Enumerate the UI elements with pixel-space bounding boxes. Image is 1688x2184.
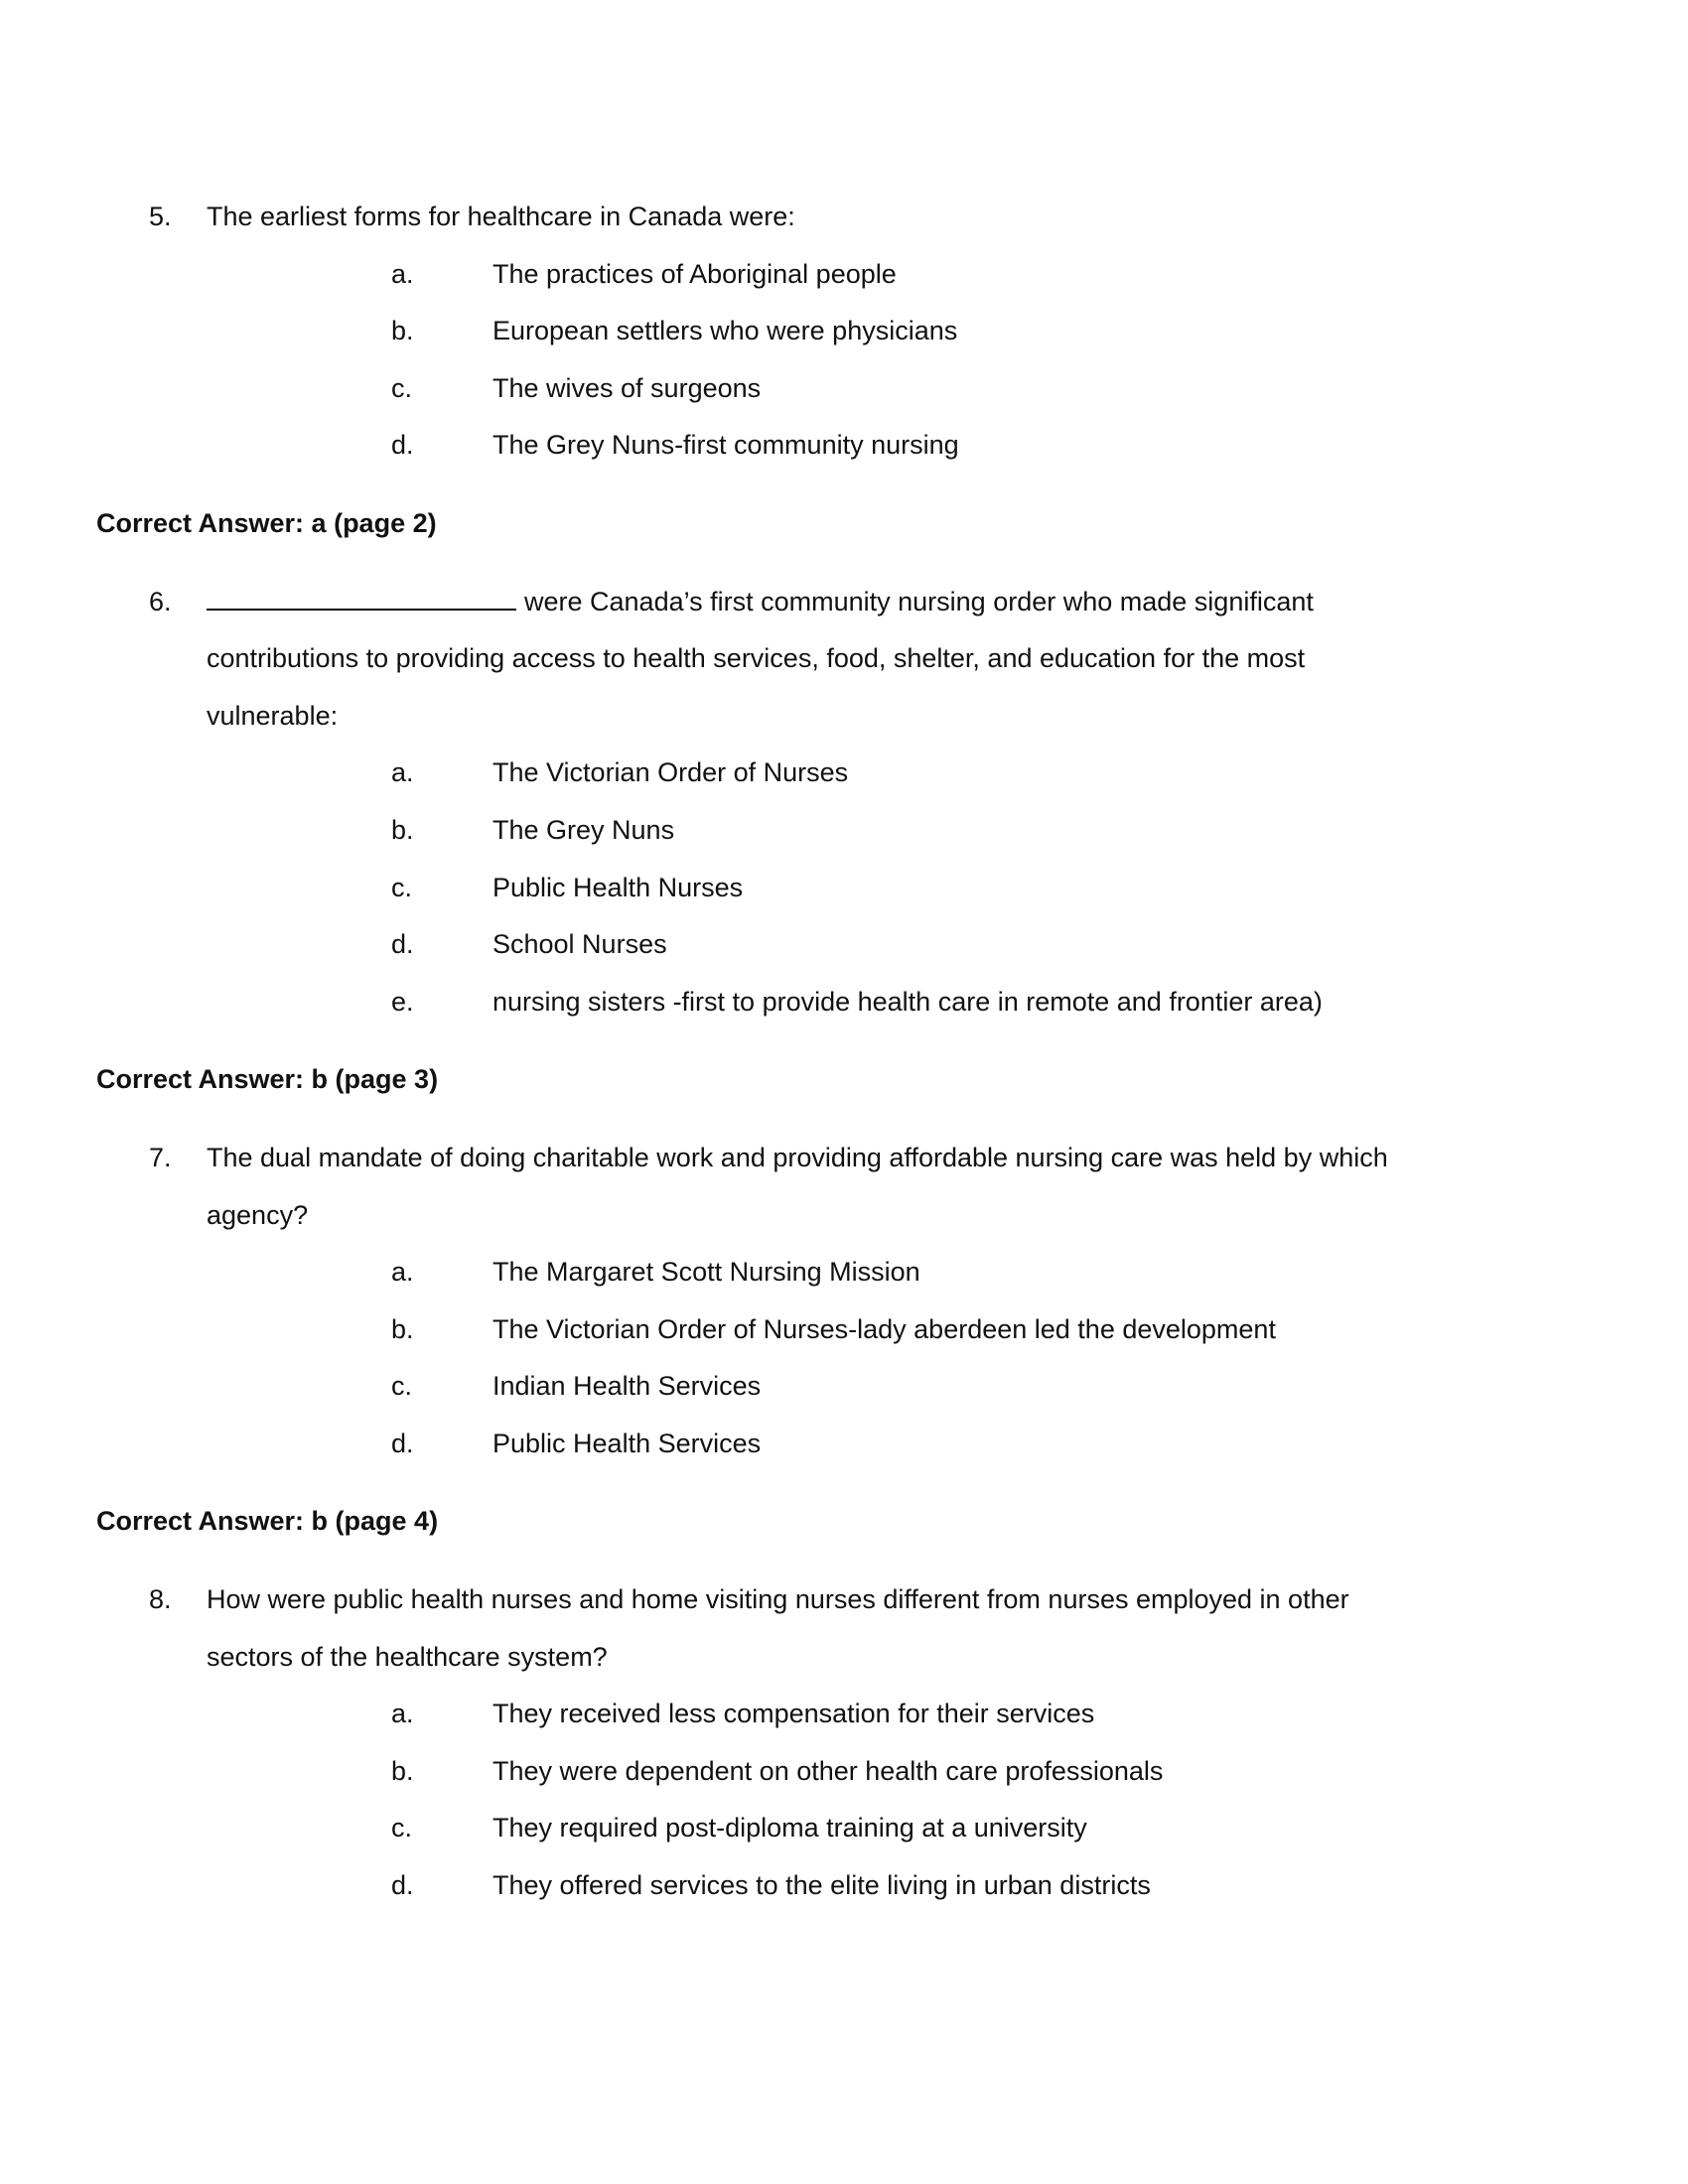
correct-answer: Correct Answer: a (page 2) — [96, 507, 437, 538]
document-page — [0, 189, 1688, 1915]
question-text-segment: were Canada’s first community nursing order who made significant — [524, 586, 1314, 616]
answer-option — [0, 916, 1688, 974]
question-text — [207, 630, 1305, 688]
question-text-segment: vulnerable: — [207, 700, 339, 731]
option-text: Public Health Nurses — [492, 872, 744, 902]
question-text — [207, 1187, 308, 1245]
option-text: The Margaret Scott Nursing Mission — [492, 1257, 920, 1288]
option-text: They were dependent on other health care professionals — [492, 1755, 1164, 1786]
answer-option — [0, 1686, 1688, 1743]
answer-option — [0, 802, 1688, 860]
option-letter: d. — [391, 1870, 414, 1901]
option-text: The practices of Aboriginal people — [492, 258, 897, 289]
question-text — [207, 1130, 1388, 1187]
question-text — [207, 189, 795, 246]
question-block — [0, 1130, 1688, 1473]
question-text — [207, 574, 1314, 631]
option-text: The Grey Nuns — [492, 814, 675, 845]
option-letter: d. — [391, 1428, 414, 1458]
option-letter: b. — [391, 1313, 414, 1344]
answer-option — [0, 974, 1688, 1031]
question-line — [0, 630, 1688, 688]
option-letter: c. — [391, 872, 413, 902]
fill-in-blank — [207, 585, 516, 611]
answer-option — [0, 1358, 1688, 1416]
option-text: The Victorian Order of Nurses — [492, 757, 849, 788]
option-letter: b. — [391, 316, 414, 346]
question-line — [0, 574, 1688, 631]
question-text — [207, 1571, 1349, 1629]
answer-option — [0, 417, 1688, 475]
option-text: They offered services to the elite living in urban districts — [492, 1870, 1151, 1901]
question-block — [0, 189, 1688, 475]
question-line — [0, 1187, 1688, 1245]
question-line — [0, 1629, 1688, 1687]
answer-option — [0, 1800, 1688, 1857]
option-letter: a. — [391, 757, 414, 788]
question-line — [0, 189, 1688, 246]
question-block — [0, 1571, 1688, 1915]
correct-answer: Correct Answer: b (page 3) — [96, 1064, 439, 1095]
option-letter: c. — [391, 372, 413, 403]
option-letter: a. — [391, 1699, 414, 1729]
correct-answer: Correct Answer: b (page 4) — [96, 1506, 439, 1537]
option-text: The Victorian Order of Nurses-lady aberdeen led the development — [492, 1313, 1276, 1344]
option-text: Indian Health Services — [492, 1371, 762, 1402]
question-number: 6. — [149, 586, 172, 616]
question-line — [0, 688, 1688, 746]
question-block — [0, 574, 1688, 1031]
question-text-segment: How were public health nurses and home visiting nurses different from nurses employed in other — [207, 1584, 1349, 1615]
option-letter: c. — [391, 1371, 413, 1402]
answer-option — [0, 860, 1688, 917]
option-text: European settlers who were physicians — [492, 316, 958, 346]
answer-option — [0, 745, 1688, 802]
option-text: They required post-diploma training at a university — [492, 1813, 1087, 1843]
option-letter: d. — [391, 929, 414, 960]
question-text-segment: contributions to providing access to health services, food, shelter, and education for the most — [207, 643, 1306, 674]
option-text: The wives of surgeons — [492, 372, 762, 403]
option-text: They received less compensation for their services — [492, 1699, 1095, 1729]
question-line — [0, 1130, 1688, 1187]
answer-option — [0, 246, 1688, 304]
answer-option — [0, 360, 1688, 418]
answer-option — [0, 1244, 1688, 1301]
answer-option — [0, 1301, 1688, 1359]
question-number: 8. — [149, 1584, 172, 1615]
question-number: 7. — [149, 1142, 172, 1172]
question-text-segment: The earliest forms for healthcare in Canada were: — [207, 202, 795, 231]
option-text: Public Health Services — [492, 1428, 762, 1458]
option-text: nursing sisters -first to provide health care in remote and frontier area) — [492, 986, 1323, 1017]
option-letter: c. — [391, 1813, 413, 1843]
question-text-segment: agency? — [207, 1199, 309, 1230]
question-text-segment: sectors of the healthcare system? — [207, 1641, 608, 1672]
option-letter: a. — [391, 1257, 414, 1288]
option-letter: d. — [391, 430, 414, 461]
option-letter: b. — [391, 1755, 414, 1786]
question-number: 5. — [149, 202, 172, 231]
option-letter: e. — [391, 986, 414, 1017]
question-text — [207, 1629, 608, 1687]
question-text — [207, 688, 338, 746]
answer-option — [0, 1857, 1688, 1915]
option-text: The Grey Nuns-first community nursing — [492, 430, 959, 461]
question-text-segment: The dual mandate of doing charitable work and providing affordable nursing care was held by which — [207, 1142, 1388, 1172]
answer-option — [0, 1416, 1688, 1473]
option-letter: a. — [391, 258, 414, 289]
option-text: School Nurses — [492, 929, 667, 960]
answer-option — [0, 303, 1688, 360]
question-line — [0, 1571, 1688, 1629]
option-letter: b. — [391, 814, 414, 845]
answer-option — [0, 1743, 1688, 1801]
